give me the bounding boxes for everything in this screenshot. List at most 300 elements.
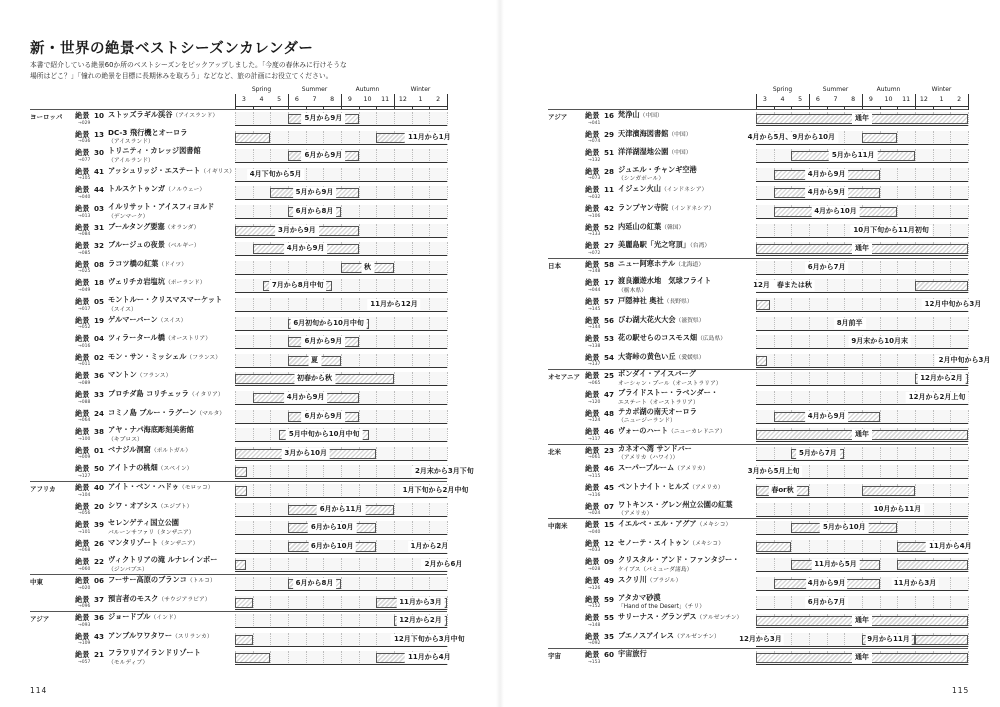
page-ref: →025 [78, 269, 91, 275]
page-ref: →133 [588, 232, 601, 238]
month-grid [394, 186, 395, 200]
month-grid [429, 168, 430, 182]
month-grid [827, 354, 828, 368]
month-label: 7 [833, 96, 838, 103]
region-label: アジア [548, 113, 568, 121]
season-chart [756, 521, 968, 535]
season-label-text: 11月から3月 [893, 579, 937, 587]
page-ref: →017 [78, 306, 91, 312]
calendar-row [585, 426, 968, 444]
entry-number: 53 [603, 334, 614, 344]
month-grid [774, 558, 775, 572]
calendar-row [75, 147, 447, 165]
season-label-text: 2月末から3月下旬 [412, 466, 477, 477]
place-name: フラワリアイランドリゾート [108, 648, 201, 658]
entry-number: 47 [603, 390, 614, 399]
chart-axis [756, 627, 968, 628]
place-name: ラコツ橋の紅葉（ドイツ） [108, 258, 188, 268]
month-grid [306, 633, 307, 647]
chart-axis [235, 534, 447, 535]
season-bar [235, 467, 247, 477]
month-grid [253, 298, 254, 312]
calendar-row [75, 203, 447, 221]
entry-number: 52 [603, 222, 614, 232]
entry-prefix: 絶景 [585, 315, 600, 325]
place-name: モン・サン・ミッシェル（フランス） [108, 351, 222, 361]
month-grid [394, 465, 395, 479]
month-grid [235, 168, 236, 182]
month-grid [933, 317, 934, 331]
calendar-row [75, 352, 447, 370]
season-label-text: 11月から3月 [396, 597, 445, 608]
season-chart [756, 577, 968, 591]
season-chart [235, 577, 447, 591]
month-grid [880, 540, 881, 554]
month-grid [359, 335, 360, 349]
month-grid [809, 372, 810, 386]
month-grid [323, 168, 324, 182]
season-label-text: 4月下旬から5月 [247, 169, 305, 180]
month-label: 1 [939, 96, 944, 103]
month-grid [429, 447, 430, 461]
month-grid [341, 131, 342, 145]
calendar-row [585, 110, 968, 128]
entry-prefix: 絶景 [75, 501, 90, 511]
season-label-text: 6月から8月 [293, 578, 337, 589]
calendar-row [75, 370, 447, 388]
month-grid [447, 354, 448, 368]
place-name-line2: （キプロス） [108, 436, 143, 443]
season-label: Winter [410, 86, 431, 93]
month-grid [341, 596, 342, 610]
month-grid [827, 224, 828, 238]
month-grid [376, 465, 377, 479]
chart-axis [235, 292, 447, 293]
month-grid [270, 503, 271, 517]
month-grid [376, 558, 377, 572]
chart-axis [235, 144, 447, 145]
month-grid [827, 465, 828, 479]
month-grid [376, 149, 377, 163]
calendar-row [585, 445, 968, 463]
month-grid [809, 335, 810, 349]
month-label: 5 [277, 96, 282, 103]
page-ref: →117 [588, 436, 601, 442]
season-chart [235, 354, 447, 368]
month-grid [253, 558, 254, 572]
month-label: 8 [330, 96, 335, 103]
entry-number: 24 [93, 408, 104, 418]
entry-prefix: 絶景 [75, 129, 90, 139]
month-grid [968, 503, 969, 517]
month-grid [288, 261, 289, 275]
entry-number: 05 [93, 297, 104, 306]
month-label: 3 [762, 96, 767, 103]
season-label: Summer [301, 86, 328, 93]
month-grid [950, 596, 951, 610]
page-ref: →061 [588, 455, 601, 461]
chart-axis [756, 274, 968, 275]
month-grid [915, 465, 916, 479]
season-chart [235, 596, 447, 610]
chart-axis [756, 534, 968, 535]
chart-axis [235, 590, 447, 591]
season-label-text: 4月から9月 [284, 392, 328, 403]
month-grid [376, 633, 377, 647]
month-grid [447, 372, 448, 386]
month-grid [359, 484, 360, 498]
month-grid [791, 596, 792, 610]
page-ref: →073 [588, 176, 601, 182]
season-divider [394, 94, 395, 106]
chart-axis [756, 423, 968, 424]
month-grid [376, 614, 377, 628]
place-country: （アルゼンチン） [696, 615, 743, 622]
month-grid [756, 577, 757, 591]
season-label-text: 12月から2月 [396, 615, 445, 626]
page-ref: →100 [78, 436, 91, 442]
month-grid [270, 410, 271, 424]
place-name: マントン（フランス） [108, 370, 172, 380]
entry-prefix: 絶景 [75, 222, 90, 232]
place-name: アタカマ砂漠 [618, 592, 661, 602]
entry-number: 46 [603, 427, 614, 437]
month-label: 4 [780, 96, 785, 103]
month-grid [950, 317, 951, 331]
month-grid [950, 205, 951, 219]
month-grid [341, 279, 342, 293]
page-ref: →041 [588, 120, 601, 126]
month-grid [880, 279, 881, 293]
month-grid [880, 558, 881, 572]
page-ref: →148 [588, 622, 601, 628]
month-grid [359, 112, 360, 126]
month-grid [235, 112, 236, 126]
chart-axis [756, 218, 968, 219]
entry-number: 03 [93, 204, 104, 213]
month-grid [880, 186, 881, 200]
chart-axis [756, 609, 968, 610]
month-grid [950, 465, 951, 479]
month-grid [968, 484, 969, 498]
page-ref: →033 [588, 548, 601, 554]
region-label: 宇宙 [548, 652, 561, 661]
month-grid [235, 205, 236, 219]
month-grid [394, 335, 395, 349]
month-grid [341, 484, 342, 498]
month-grid [447, 614, 448, 628]
place-name: アイト・ベン・ハドゥ（モロッコ） [108, 482, 214, 491]
calendar-row [75, 222, 447, 240]
place-name: スクリ川（ブラジル） [618, 575, 682, 584]
season-label-text: 通年 [852, 113, 872, 124]
place-name-line2: （モルディブ） [108, 659, 149, 666]
month-grid [933, 168, 934, 182]
month-grid [429, 205, 430, 219]
month-grid [447, 242, 448, 256]
place-name: ブールタング要塞（オランダ） [108, 221, 200, 231]
month-grid [756, 335, 757, 349]
month-grid [827, 317, 828, 331]
page-ref: →153 [588, 659, 601, 665]
place-country: （フランス） [136, 373, 172, 380]
month-grid [880, 261, 881, 275]
place-country: （アルゼンチン） [674, 633, 720, 640]
month-grid [376, 354, 377, 368]
place-country: （インドネシア） [668, 206, 715, 212]
month-grid [270, 335, 271, 349]
season-chart [235, 558, 463, 572]
chart-axis [756, 478, 968, 479]
month-grid [897, 521, 898, 535]
chart-axis [756, 441, 968, 442]
month-grid [412, 428, 413, 442]
chart-axis [235, 218, 447, 219]
page-ref: →016 [78, 343, 91, 349]
place-name: 渡良瀬遊水地 気球フライト [618, 276, 712, 286]
entry-prefix: 絶景 [75, 390, 90, 399]
chart-axis [235, 311, 447, 312]
place-country: （オランダ） [164, 224, 200, 231]
place-country: （アイスランド） [172, 113, 219, 119]
place-country: （韓国） [661, 224, 685, 231]
season-bar [235, 598, 253, 608]
season-label-text: 2月から6月 [422, 559, 466, 570]
month-grid [323, 298, 324, 312]
month-grid [270, 651, 271, 665]
season-label-text: 初春から秋 [294, 373, 335, 384]
month-grid [774, 298, 775, 312]
chart-axis [756, 330, 968, 331]
month-grid [253, 633, 254, 647]
month-grid [862, 503, 863, 517]
place-name: テカポ湖の南天オーロラ [618, 406, 697, 416]
place-name: ヴォーのハート（ニューカレドニア） [618, 426, 726, 436]
month-grid [756, 168, 757, 182]
calendar-row [75, 110, 447, 128]
month-grid [915, 205, 916, 219]
calendar-row [585, 370, 968, 388]
month-grid [774, 596, 775, 610]
month-grid [915, 298, 916, 312]
season-label-text: 4月から9月 [807, 579, 846, 587]
season-label-text: 6月から7月 [805, 262, 849, 273]
month-grid [844, 540, 845, 554]
entry-prefix: 絶景 [75, 538, 90, 548]
month-grid [447, 596, 448, 610]
month-grid [950, 186, 951, 200]
month-grid [774, 354, 775, 368]
month-grid [968, 558, 969, 572]
month-grid [791, 354, 792, 368]
month-grid [270, 465, 271, 479]
season-label-text: 7月から8月中旬 [269, 280, 327, 291]
month-grid [968, 279, 969, 293]
season-label-text: 12月から2月 [917, 373, 966, 384]
entry-prefix: 絶景 [585, 185, 600, 195]
month-grid [253, 149, 254, 163]
season-label-text: 11月から4月 [405, 652, 454, 663]
chart-axis [235, 367, 447, 368]
season-chart [747, 131, 968, 145]
season-chart [756, 224, 968, 238]
season-divider [235, 94, 236, 106]
entry-number: 57 [603, 297, 614, 306]
entry-prefix: 絶景 [585, 204, 600, 213]
month-grid [933, 596, 934, 610]
chart-axis [235, 199, 447, 200]
season-label-text: 11月から12月 [367, 299, 420, 310]
month-grid [968, 633, 969, 647]
place-country: （ポーランド） [164, 280, 206, 287]
month-grid [288, 633, 289, 647]
chart-axis [756, 385, 968, 386]
season-divider [968, 94, 969, 106]
month-grid [323, 633, 324, 647]
season-chart [235, 503, 447, 517]
season-chart [756, 112, 968, 126]
calendar-row [585, 594, 968, 612]
season-bar [756, 356, 767, 366]
month-grid [412, 391, 413, 405]
month-grid [412, 261, 413, 275]
calendar-row [585, 482, 968, 500]
entry-number: 42 [603, 204, 614, 213]
page-ref: →028 [588, 566, 601, 572]
page-ref: →144 [588, 325, 601, 331]
month-grid [862, 354, 863, 368]
place-country: （インド） [150, 615, 180, 622]
month-grid [376, 428, 377, 442]
entry-number: 22 [93, 557, 104, 567]
place-country: （インドネシア） [660, 187, 708, 194]
month-grid [359, 465, 360, 479]
season-divider [862, 94, 863, 106]
month-grid [235, 317, 236, 331]
calendar-row [75, 482, 469, 500]
month-grid [270, 205, 271, 219]
place-name: 大寄峠の黄色い丘（愛媛県） [618, 351, 705, 361]
calendar-row [75, 630, 465, 649]
place-name: アイトナの桃畑（スペイン） [108, 463, 193, 473]
page-ref: →105 [78, 176, 91, 182]
season-bar [235, 635, 253, 645]
month-grid [376, 168, 377, 182]
month-grid [933, 484, 934, 498]
month-label: 9 [347, 96, 352, 103]
month-grid [447, 186, 448, 200]
month-grid [862, 261, 863, 275]
place-country: （トルコ） [186, 578, 216, 584]
month-grid [394, 372, 395, 386]
entry-number: 15 [603, 520, 614, 530]
calendar-row [75, 166, 447, 184]
season-label-text: 4月から9月 [805, 411, 849, 422]
month-grid [880, 596, 881, 610]
month-grid [429, 335, 430, 349]
season-chart [235, 372, 447, 386]
entry-number: 38 [93, 427, 104, 437]
month-grid [394, 168, 395, 182]
chart-axis [235, 255, 447, 256]
month-grid [412, 112, 413, 126]
chart-axis [756, 125, 968, 126]
chart-axis [235, 330, 447, 331]
season-chart [756, 428, 968, 442]
region-label: アフリカ [30, 485, 56, 493]
month-grid [323, 558, 324, 572]
month-grid [774, 335, 775, 349]
month-grid [756, 149, 757, 163]
month-grid [235, 335, 236, 349]
month-grid [270, 577, 271, 591]
season-chart [756, 242, 968, 256]
place-country: （長野県） [663, 299, 693, 305]
place-name: セノーテ・スイトゥン（メキシコ） [618, 537, 724, 547]
page-ref: →109 [78, 641, 91, 647]
chart-axis [756, 590, 968, 591]
entry-number: 56 [603, 315, 614, 325]
month-grid [827, 633, 828, 647]
month-grid [968, 242, 969, 256]
season-label: Winter [931, 86, 952, 93]
month-grid [253, 540, 254, 554]
season-chart [756, 168, 968, 182]
month-grid [968, 261, 969, 275]
month-grid [880, 447, 881, 461]
month-grid [412, 168, 413, 182]
entry-number: 08 [93, 259, 104, 269]
month-grid [429, 112, 430, 126]
intro-line: 場所はどこ？」「憧れの絶景を目標に長期休みを取ろう」などなど、旅の計画にお役立てください。 [30, 72, 333, 80]
place-name: ジュエル・チャンギ空港 [618, 164, 697, 174]
month-grid [844, 372, 845, 386]
entry-number: 48 [603, 408, 614, 418]
season-chart [235, 261, 447, 275]
month-grid [933, 205, 934, 219]
entry-prefix: 絶景 [75, 315, 90, 325]
season-chart [235, 224, 447, 238]
month-grid [756, 205, 757, 219]
place-country: （イギリス） [200, 168, 236, 175]
month-label: 7 [312, 96, 317, 103]
month-grid [897, 279, 898, 293]
season-chart [756, 149, 968, 163]
chart-axis [235, 664, 447, 665]
season-label-text: 6月から9月 [301, 150, 345, 161]
place-country: （アメリカ） [674, 466, 709, 473]
month-grid [756, 317, 757, 331]
month-grid [376, 447, 377, 461]
place-name: スーパーブルーム（アメリカ） [618, 463, 709, 473]
calendar-row [585, 222, 968, 240]
calendar-row [75, 389, 447, 407]
month-grid [376, 391, 377, 405]
month-grid [341, 614, 342, 628]
season-chart [235, 651, 451, 665]
month-grid [341, 354, 342, 368]
month-grid [933, 465, 934, 479]
month-grid [394, 149, 395, 163]
month-grid [447, 168, 448, 182]
entry-number: 16 [603, 111, 614, 120]
month-grid [756, 224, 757, 238]
month-grid [862, 465, 863, 479]
month-grid [897, 391, 898, 405]
entry-prefix: 絶景 [585, 557, 600, 567]
page-ref: →137 [588, 362, 601, 368]
month-grid [253, 521, 254, 535]
